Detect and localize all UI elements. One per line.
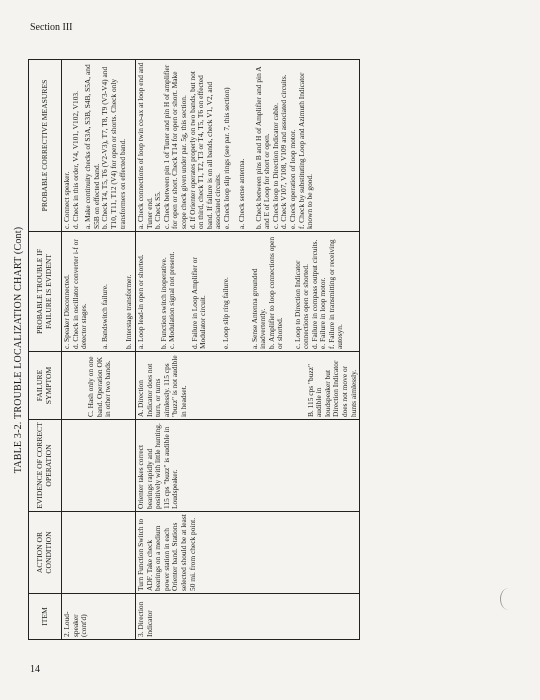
symptom-a: A. Direction Indicator does not turn, or turns aimlessly. 115 cps "buzz" is not audible in headset.	[135, 355, 188, 417]
header-measures: PROBABLE CORRECTIVE MEASURES	[29, 60, 62, 232]
table-row	[135, 60, 359, 640]
trouble-e: e. Loop slip ring failure.	[220, 277, 230, 349]
trouble-a: a. Loop lead-in open or shorted.	[135, 254, 145, 349]
item-cell	[135, 594, 359, 640]
trouble-chart-rotated	[10, 60, 480, 640]
measures-cell	[135, 60, 359, 232]
trouble-a: a. Bandswitch failure.	[99, 284, 109, 349]
action-cell	[135, 512, 359, 594]
trouble-cell	[135, 232, 359, 352]
measures-cell	[62, 60, 136, 232]
page-number: 14	[30, 664, 40, 675]
measures-ab: a. Make continuity checks of S3A, S3B, S4B, S5A, and S5B on effected band. b. Check T4, T5, T6 (V2-V3), T7, T8, T9 (V3-V4) and T10, T11, T12 (V4) for open or shorts. Check only transformers on effected band.	[83, 64, 127, 229]
item-text: 2. Loud-speaker (cont'd)	[62, 611, 89, 637]
symptom-c: C. Hash only on one band. Operation OK in other two bands.	[86, 356, 113, 417]
header-symptom: FAILURE SYMPTOM	[29, 352, 62, 420]
header-item: ITEM	[29, 594, 62, 640]
measures-a: a. Check connections of loop twin co-ax at loop end and Tuner end. b. Check S5. c. Check between pin 1 of Tuner and pin H of amplifier for open or short. Check T14 for open or short. Make scope check given under par. 5g, this section. d. If Orienter operates properly on two bands, but not on third, check T1, T2, T3 or T4, T5, T6 on effected band. If failure is on all bands, check V1, V2, and associated circuits. e. Check loop slip rings (see par. 7, this section)	[135, 62, 231, 229]
header-trouble: PROBABLE TROUBLE IF FAILURE IS EVIDENT	[29, 232, 62, 352]
item-text: 3. Direction Indicator	[135, 601, 154, 637]
header-evidence: EVIDENCE OF CORRECT OPERATION	[29, 420, 62, 512]
header-action: ACTION OR CONDITION	[29, 512, 62, 594]
table-row	[62, 60, 136, 640]
trouble-localization-table	[28, 59, 360, 640]
trouble-d: d. Failure in Loop Amplifier or Modulator circuit.	[189, 257, 208, 349]
evidence-cell	[135, 420, 359, 512]
symptom-cell	[62, 352, 136, 420]
action-text: Turn Function Switch to ADF. Take check bearings on a medium power station in each Orienter band. Stations selected should be at least 50 mi. from check point.	[135, 514, 197, 591]
binder-hole-mark	[500, 588, 517, 610]
symptom-cell	[135, 352, 359, 420]
symptom-b: B. 115 cps "buzz" audible in loudspeaker but Direction Indicator does not move or hunts aimlessly.	[305, 360, 358, 417]
trouble-c: c. Speaker Disconnected. d. Check in oscillator converter i-f or detector stages.	[62, 239, 89, 349]
measures-c: c. Connect speaker. d. Check in this order, V4, V101, V102, V103.	[62, 91, 80, 229]
table-title: TABLE 3-2. TROUBLE LOCALIZATION CHART (Cont)	[13, 226, 24, 474]
evidence-text: Orienter takes correct bearings rapidly and positively with little hunting. 115 cps "buzz" is audible in Loudspeaker.	[135, 423, 180, 509]
trouble-b-list: a. Sense Antenna grounded inadvertently. b. Amplifier to loop connections open or shorted. c. Loop to Direction Indicator connections open or shorted. d. Failure in compass output circuits. e. Failure in loop motor. f. Failure in transmitting or receiving autosyn.	[249, 236, 345, 349]
header-row	[29, 60, 62, 640]
trouble-cell	[62, 232, 136, 352]
action-cell	[62, 512, 136, 594]
trouble-bc: b. Function switch inoperative. c. Modulation signal not present.	[158, 251, 177, 349]
evidence-cell	[62, 420, 136, 512]
measures-b: a. Check sense antenna. b. Check between pins B and H of Amplifier and pin A and E of Loop for short or open. c. Check loop to Direction Indicator cable. d. Check V107, V108, V109 and associated circuits. e. Check operation of loop motor. f. Check by substituting Loop and Azimuth Indicator known to be good.	[236, 66, 315, 229]
item-cell	[62, 594, 136, 640]
section-label: Section III	[30, 22, 73, 33]
trouble-b: b. Interstage transformer.	[124, 274, 134, 349]
